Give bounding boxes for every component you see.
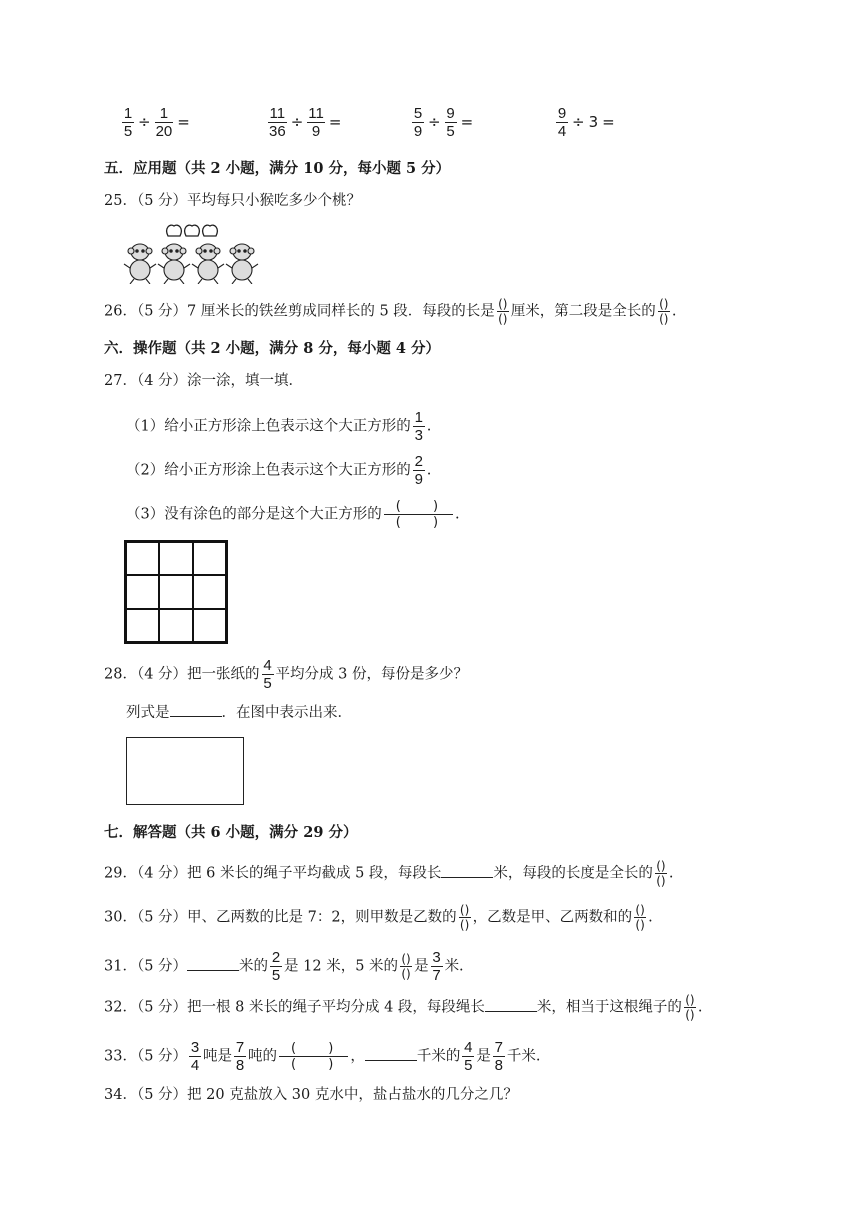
blank-fraction[interactable]: $\frac{()}{()}$ <box>685 993 695 1022</box>
calc-item-1 <box>120 106 192 139</box>
question-25: 25．（5 分）平均每只小猴吃多少个桃？ <box>104 193 362 209</box>
grid-cell[interactable] <box>126 542 159 575</box>
grid-cell[interactable] <box>159 542 192 575</box>
fraction: $\frac{4}{5}$ <box>464 1039 473 1074</box>
equals-sign: = <box>460 112 474 131</box>
fraction: $\frac{2}{5}$ <box>271 949 281 984</box>
question-27-part-3: （3）没有涂色的部分是这个大正方形的 $\frac{( )}{( )}$ . <box>126 499 460 530</box>
fraction: $\frac{7}{8}$ <box>494 1039 503 1074</box>
fraction: $\frac{11}{36}$ <box>269 105 286 140</box>
fraction: $\frac{5}{9}$ <box>413 105 423 140</box>
fraction: $\frac{2}{9}$ <box>414 453 423 488</box>
square-grid-3x3[interactable] <box>124 540 228 644</box>
fraction: $\frac{3}{7}$ <box>432 949 441 984</box>
question-31: 31．（5 分） 米的 $\frac{2}{5}$ 是 12 米，5 米的 $\frac{()}{()}$ 是 $\frac{3}{7}$ 米. <box>104 949 464 984</box>
question-29: 29．（4 分）把 6 米长的绳子平均截成 5 段，每段长 米，每段的长度是全长的 $\frac{()}{()}$ . <box>104 859 674 888</box>
section-six-title: 六．操作题（共 2 小题，满分 8 分，每小题 4 分） <box>104 340 441 357</box>
question-30: 30．（5 分）甲、乙两数的比是 7：2，则甲数是乙数的 $\frac{()}{()}$ ，乙数是甲、乙两数和的 $\frac{()}{()}$ . <box>104 903 653 932</box>
paper-rectangle[interactable] <box>126 737 244 805</box>
equals-sign: = <box>177 112 190 131</box>
answer-blank[interactable] <box>170 702 222 717</box>
equals-sign: = <box>328 112 342 131</box>
blank-fraction[interactable]: $\frac{()}{()}$ <box>498 297 508 326</box>
fraction: $\frac{9}{5}$ <box>446 105 455 140</box>
blank-fraction[interactable]: $\frac{()}{()}$ <box>401 952 411 981</box>
fraction: $\frac{11}{9}$ <box>308 105 324 140</box>
question-27-part-1: （1）给小正方形涂上色表示这个大正方形的 $\frac{1}{3}$ . <box>126 409 432 444</box>
question-34: 34．（5 分）把 20 克盐放入 30 克水中，盐占盐水的几分之几？ <box>104 1087 518 1103</box>
section-seven-title: 七．解答题（共 6 小题，满分 29 分） <box>104 824 358 841</box>
answer-blank[interactable] <box>441 863 493 878</box>
monkeys-peaches-illustration <box>120 220 262 284</box>
blank-fraction[interactable]: $\frac{()}{()}$ <box>656 859 666 888</box>
grid-cell[interactable] <box>126 575 159 608</box>
fraction: $\frac{4}{5}$ <box>263 657 272 692</box>
equals-sign: = <box>602 112 615 131</box>
divide-sign: ÷ <box>138 112 151 131</box>
question-26: 26．（5 分）7 厘米长的铁丝剪成同样长的 5 段．每段的长是 $\frac{()}{()}$ 厘米，第二段是全长的 $\frac{()}{()}$ . <box>104 297 677 326</box>
fraction: $\frac{1}{20}$ <box>155 105 173 140</box>
calc-item-3 <box>410 106 475 139</box>
grid-cell[interactable] <box>193 609 226 642</box>
section-five-title: 五．应用题（共 2 小题，满分 10 分，每小题 5 分） <box>104 160 451 177</box>
grid-cell[interactable] <box>159 575 192 608</box>
answer-blank[interactable] <box>365 1046 417 1061</box>
answer-blank[interactable] <box>187 956 239 971</box>
fraction: $\frac{9}{4}$ <box>557 105 567 140</box>
fraction: $\frac{3}{4}$ <box>190 1039 200 1074</box>
grid-cell[interactable] <box>193 575 226 608</box>
question-28-line-2: 列式是 ．在图中表示出来． <box>126 702 352 724</box>
question-32: 32．（5 分）把一根 8 米长的绳子平均分成 4 段，每段绳长 米，相当于这根绳子的 $\frac{()}{()}$ . <box>104 993 703 1022</box>
grid-cell[interactable] <box>126 609 159 642</box>
answer-blank[interactable] <box>485 997 537 1012</box>
blank-fraction[interactable]: $\frac{( )}{( )}$ <box>384 500 453 529</box>
grid-cell[interactable] <box>193 542 226 575</box>
fraction: $\frac{1}{5}$ <box>123 105 133 140</box>
fraction: $\frac{7}{8}$ <box>235 1039 245 1074</box>
blank-fraction[interactable]: $\frac{( )}{( )}$ <box>279 1042 348 1071</box>
blank-fraction[interactable]: $\frac{()}{()}$ <box>459 903 470 932</box>
question-27: 27．（4 分）涂一涂，填一填． <box>104 373 304 389</box>
divide-sign: ÷ <box>428 112 441 131</box>
question-33: 33．（5 分） $\frac{3}{4}$ 吨是 $\frac{7}{8}$ 吨的 $\frac{( )}{( )}$ ， 千米的 $\frac{4}{5}$ 是 $\frac{7}{8}$ 千米. <box>104 1039 541 1074</box>
divisor: 3 <box>588 112 599 131</box>
calc-item-2 <box>266 106 343 139</box>
blank-fraction[interactable]: $\frac{()}{()}$ <box>659 297 669 326</box>
grid-cell[interactable] <box>159 609 192 642</box>
blank-fraction[interactable]: $\frac{()}{()}$ <box>635 903 645 932</box>
fraction: $\frac{1}{3}$ <box>414 409 423 444</box>
calc-item-4 <box>554 106 617 139</box>
divide-sign: ÷ <box>572 112 585 131</box>
question-28: 28．（4 分）把一张纸的 $\frac{4}{5}$ 平均分成 3 份，每份是多少？ <box>104 657 468 692</box>
question-27-part-2: （2）给小正方形涂上色表示这个大正方形的 $\frac{2}{9}$ . <box>126 453 432 488</box>
divide-sign: ÷ <box>290 112 304 131</box>
